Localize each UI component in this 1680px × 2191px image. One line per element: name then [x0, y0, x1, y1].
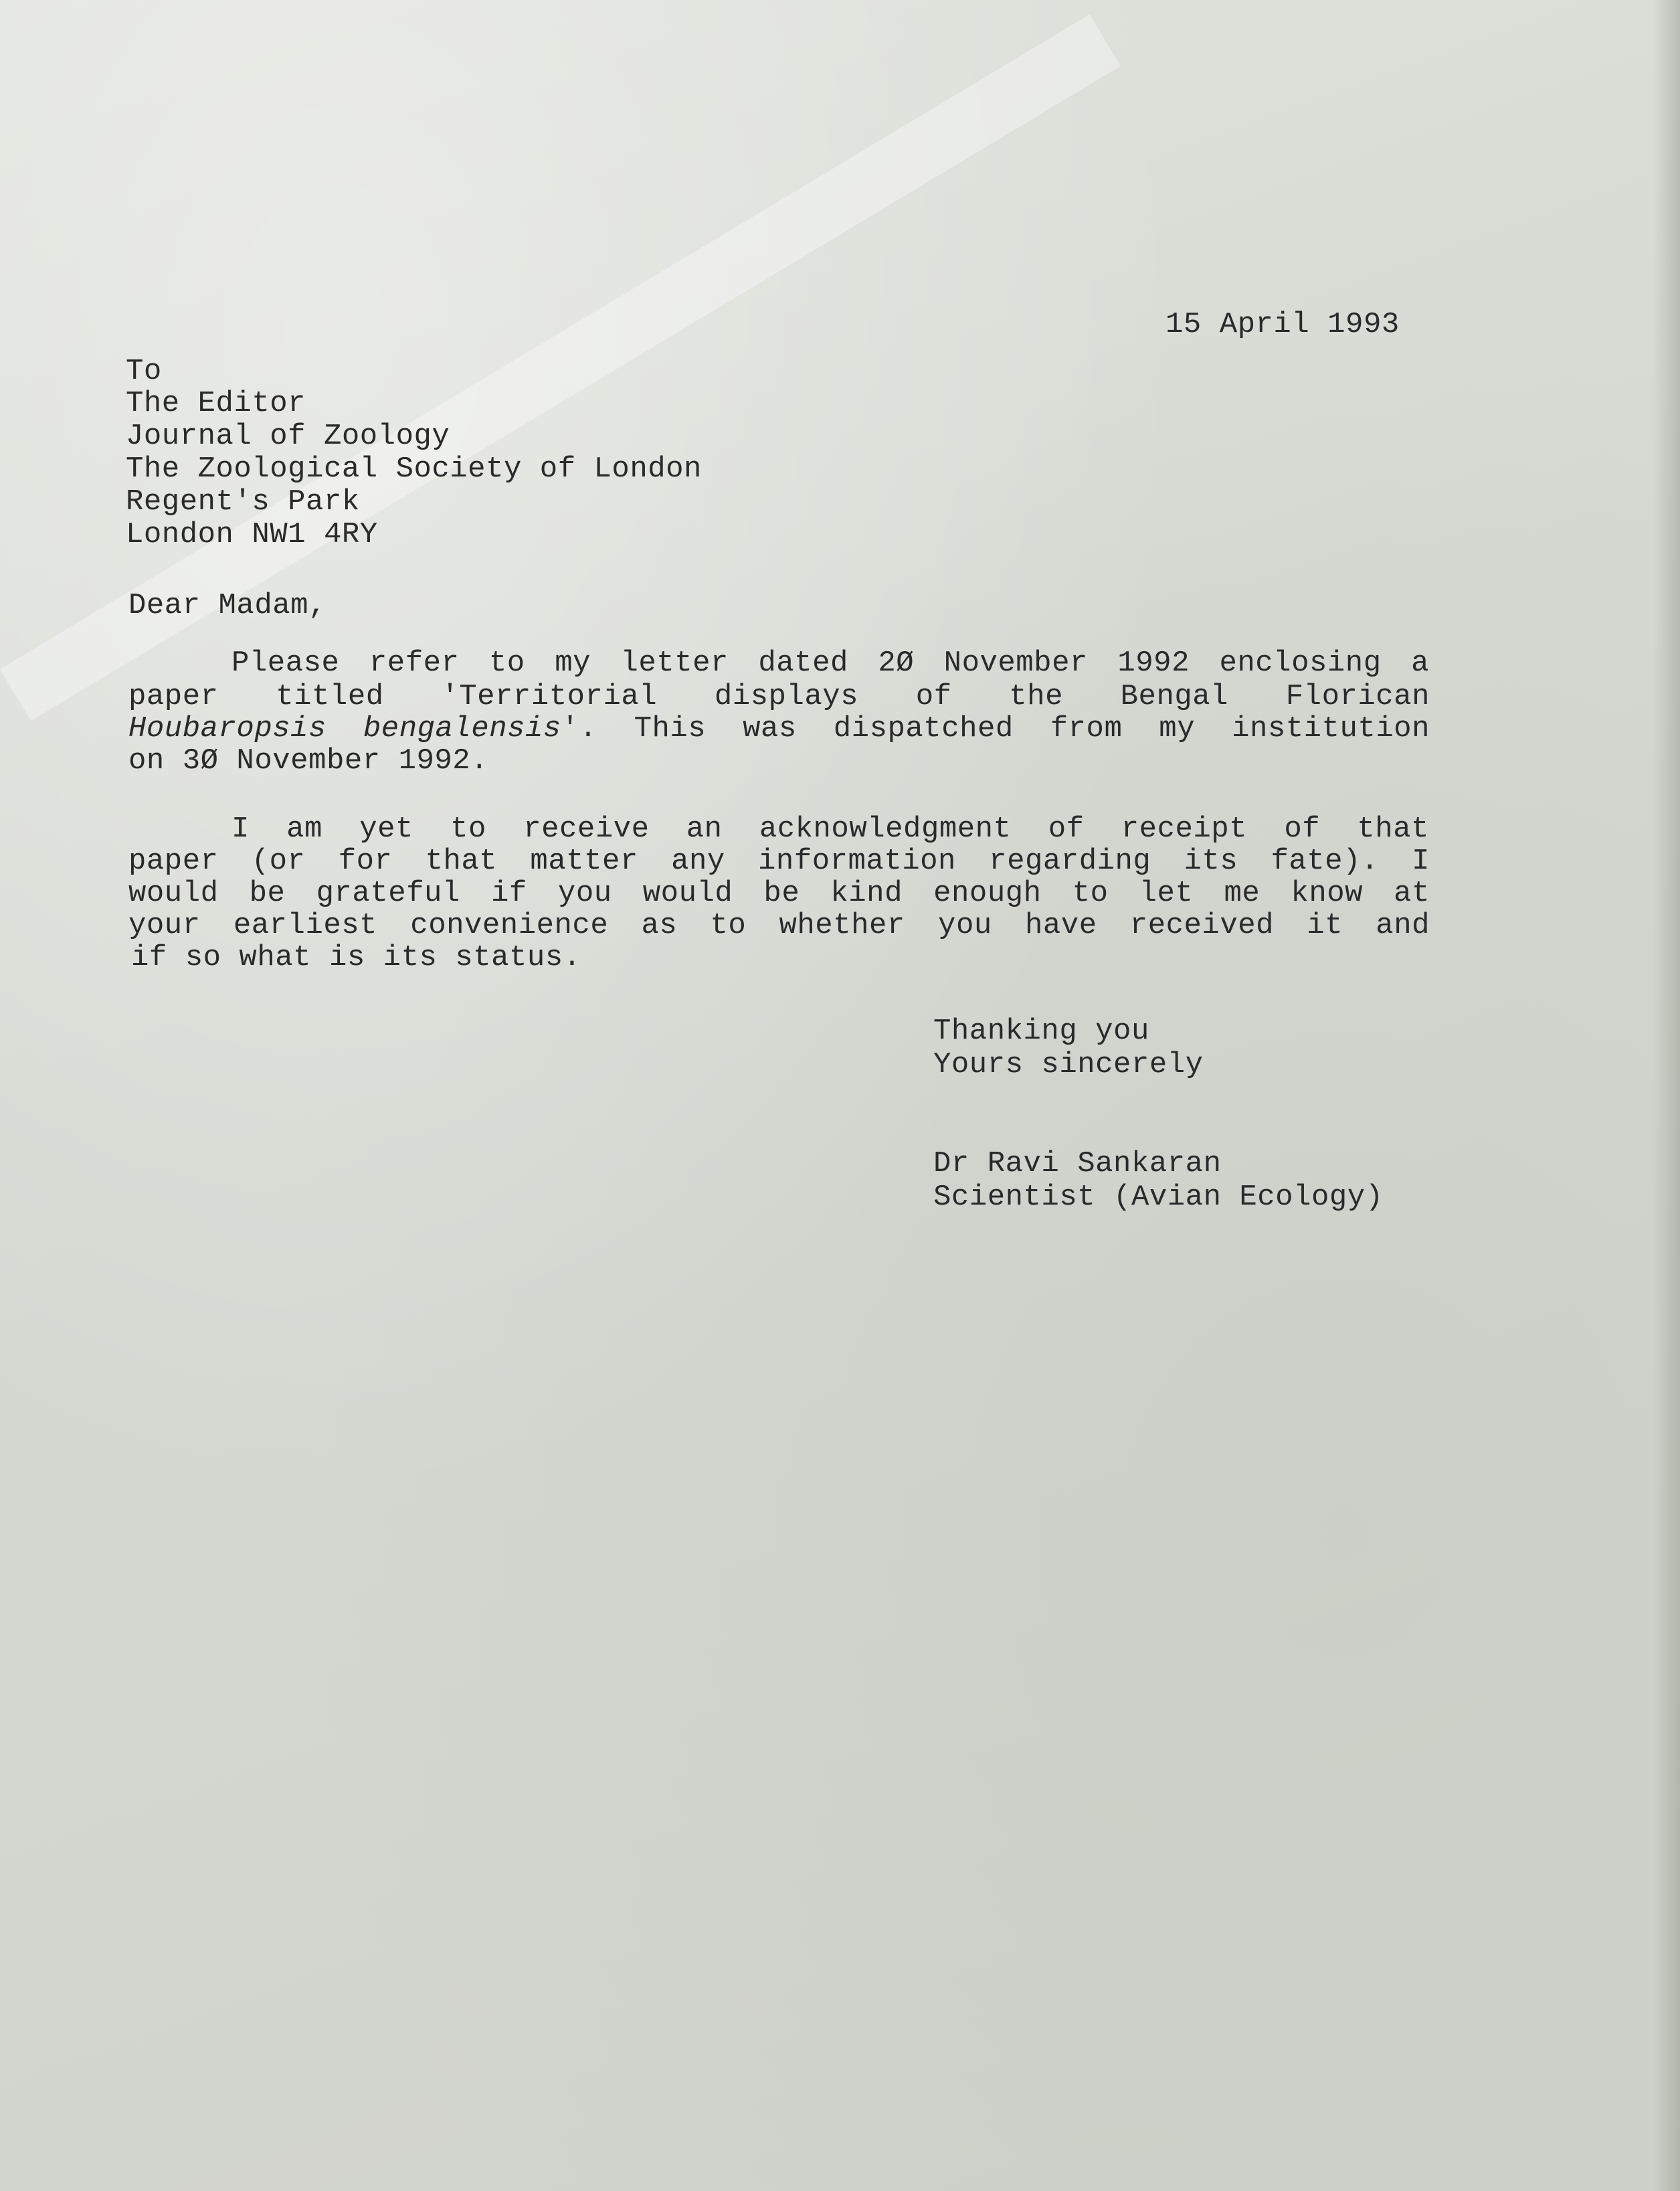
- paragraph-1-line-1: Please refer to my letter dated 2Ø November 1992 enclosing a: [231, 646, 1429, 680]
- paragraph-2-line-2: paper (or for that matter any information regarding its fate). I: [128, 845, 1430, 878]
- address-to: To: [126, 355, 162, 388]
- paper-edge: [1653, 0, 1680, 2191]
- address-line-5: London NW1 4RY: [126, 518, 378, 551]
- address-line-1: The Editor: [126, 387, 306, 420]
- salutation: Dear Madam,: [128, 589, 326, 622]
- signatory-name: Dr Ravi Sankaran: [933, 1147, 1222, 1180]
- address-line-3: The Zoological Society of London: [126, 452, 702, 486]
- paragraph-1-line-3: [128, 712, 1430, 746]
- paragraph-1-line-4: on 3Ø November 1992.: [128, 744, 489, 778]
- paragraph-1-line-2: paper titled 'Territorial displays of the Bengal Florican: [128, 680, 1430, 713]
- paragraph-2-line-4: your earliest convenience as to whether you have received it and: [128, 909, 1430, 942]
- signatory-title: Scientist (Avian Ecology): [933, 1180, 1384, 1214]
- address-line-4: Regent's Park: [126, 485, 360, 519]
- paragraph-2-line-1: I am yet to receive an acknowledgment of receipt of that: [231, 812, 1429, 846]
- paragraph-1-line-3-rest: '. This was dispatched from my institution: [561, 712, 1430, 746]
- address-line-2: Journal of Zoology: [126, 420, 450, 453]
- closing-sign-off: Yours sincerely: [933, 1048, 1204, 1081]
- species-name: Houbaropsis bengalensis: [128, 712, 561, 746]
- paragraph-2-line-3: would be grateful if you would be kind enough to let me know at: [128, 877, 1430, 910]
- paragraph-2-line-5: if so what is its status.: [131, 941, 581, 974]
- letter-date: 15 April 1993: [1165, 308, 1400, 341]
- closing-thanks: Thanking you: [933, 1015, 1149, 1048]
